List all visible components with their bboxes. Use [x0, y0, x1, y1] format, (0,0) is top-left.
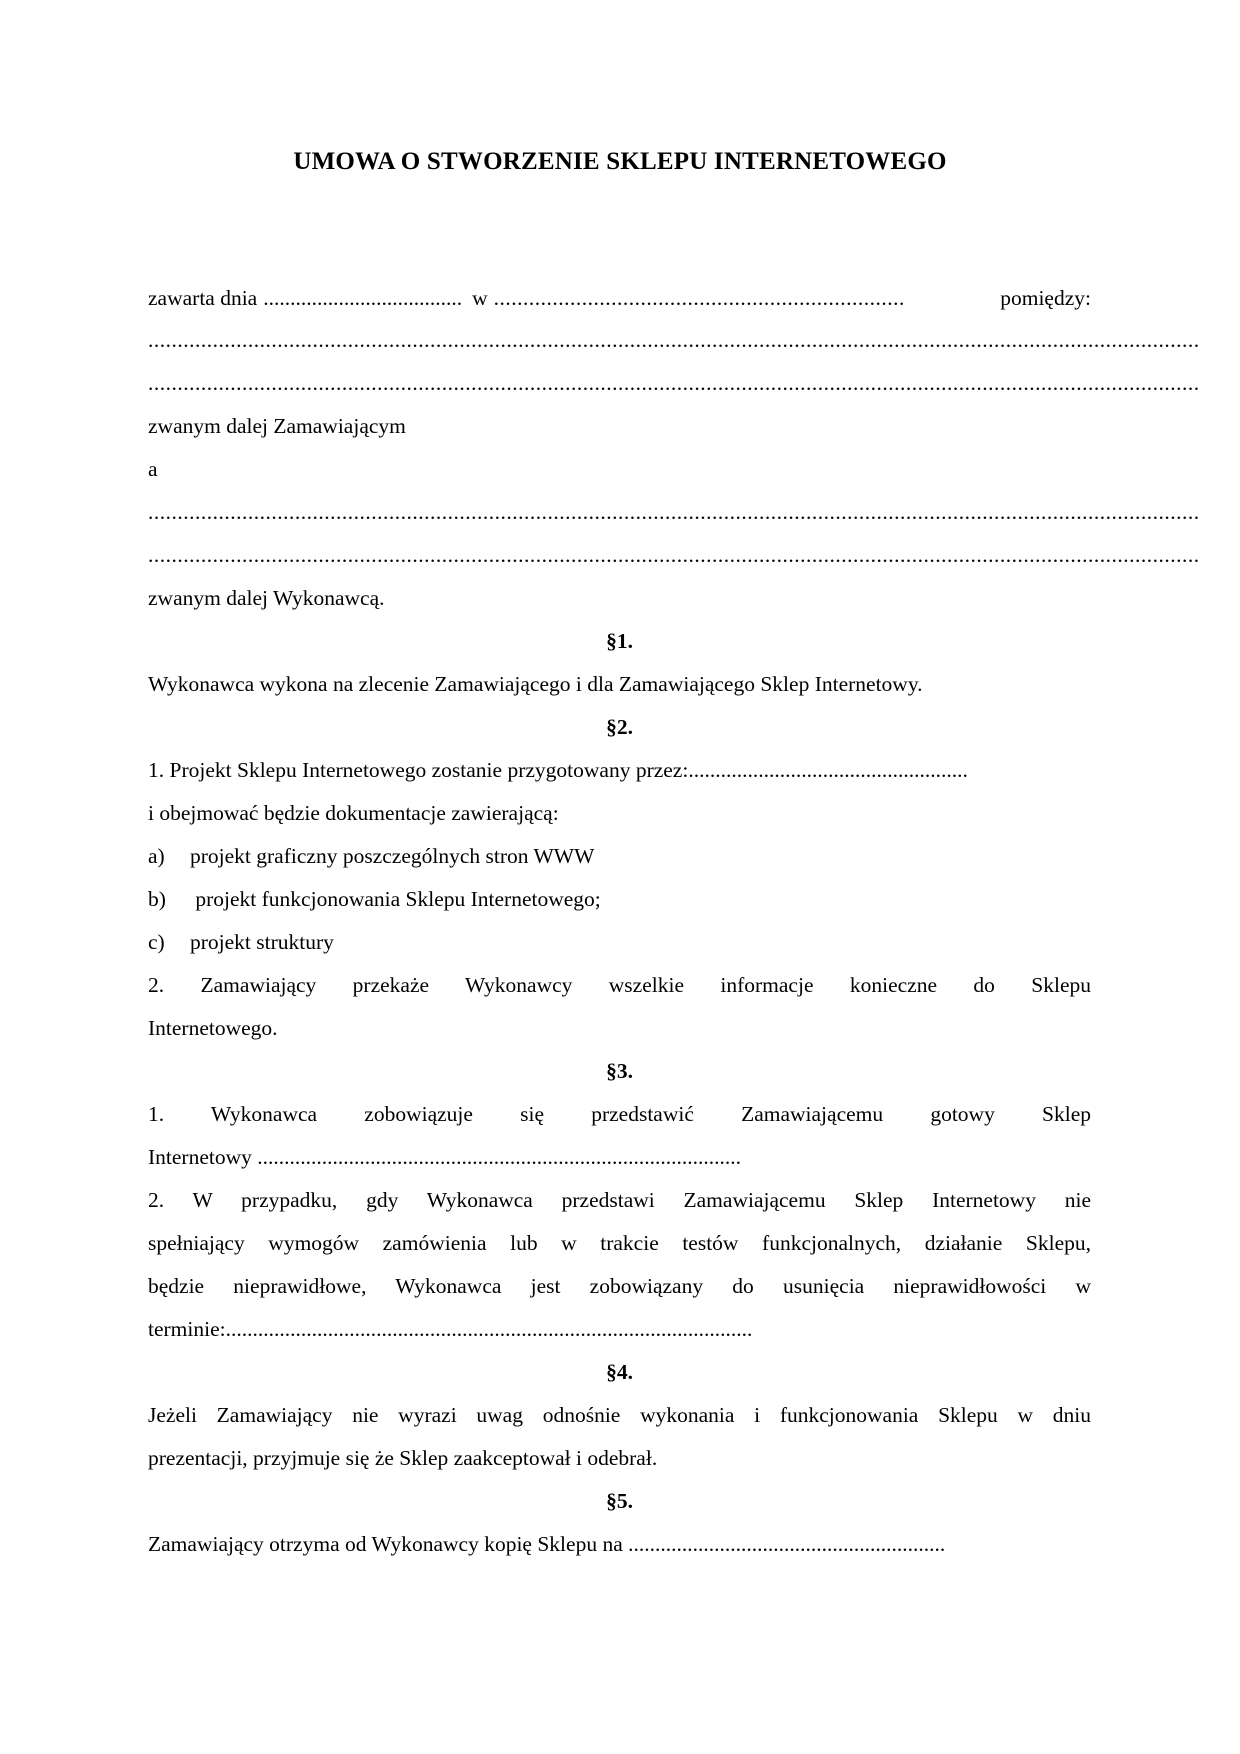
section-2-heading: §2. [606, 715, 633, 739]
section-2-p2-line1: 2. Zamawiający przekaże Wykonawcy wszelkie informacje konieczne do Sklepu [148, 973, 1091, 997]
section-1-text: Wykonawca wykona na zlecenie Zamawiającego i dla Zamawiającego Sklep Internetowy. [148, 672, 923, 696]
conjunction-a: a [148, 457, 158, 481]
section-5-heading: §5. [606, 1489, 633, 1513]
list-item [148, 844, 594, 869]
list-text: projekt struktury [190, 930, 334, 954]
section-3-p2-line1: 2. W przypadku, gdy Wykonawca przedstawi Zamawiającemu Sklep Internetowy nie [148, 1188, 1091, 1212]
section-5-text: Zamawiający otrzyma od Wykonawcy kopię Sklepu na ........................................................... [148, 1532, 946, 1556]
section-3-heading: §3. [606, 1059, 633, 1083]
intro-w: w [472, 286, 488, 310]
list-text: projekt funkcjonowania Sklepu Internetowego; [190, 887, 601, 911]
list-marker: b) [148, 887, 166, 911]
party2-line1: ................................................................................................................................................................................... [148, 500, 1200, 524]
list-marker: c) [148, 930, 165, 954]
zamawiajacy-label: zwanym dalej Zamawiającym [148, 414, 406, 438]
section-3-p2-line3: będzie nieprawidłowe, Wykonawca jest zobowiązany do usunięcia nieprawidłowości w [148, 1274, 1091, 1298]
section-4-line2: prezentacji, przyjmuje się że Sklep zaakceptował i odebrał. [148, 1446, 658, 1470]
section-3-p2-line4: terminie:.................................................................................................. [148, 1317, 753, 1341]
section-1-heading: §1. [606, 629, 633, 653]
intro-zawarta: zawarta dnia [148, 286, 258, 310]
wykonawca-label: zwanym dalej Wykonawcą. [148, 586, 385, 610]
section-3-p1-line2: Internetowy .......................................................................................... [148, 1145, 742, 1169]
section-2-p1b: i obejmować będzie dokumentacje zawierającą: [148, 801, 559, 825]
date-placeholder: ..................................... [263, 286, 463, 310]
list-item [148, 930, 334, 955]
place-placeholder: ...................................................................... [493, 286, 905, 310]
section-4-heading: §4. [606, 1360, 633, 1384]
list-item [148, 887, 601, 912]
list-marker: a) [148, 844, 165, 868]
intro-line [148, 286, 1091, 311]
section-3-p1-line1: 1. Wykonawca zobowiązuje się przedstawić Zamawiającemu gotowy Sklep [148, 1102, 1091, 1126]
section-2-p2-line2: Internetowego. [148, 1016, 278, 1040]
section-2-p1: 1. Projekt Sklepu Internetowego zostanie przygotowany przez:.................................................... [148, 758, 968, 782]
section-4-line1: Jeżeli Zamawiający nie wyrazi uwag odnośnie wykonania i funkcjonowania Sklepu w dniu [148, 1403, 1091, 1427]
list-text: projekt graficzny poszczególnych stron WWW [190, 844, 595, 868]
party1-line2: ................................................................................................................................................................................... [148, 371, 1200, 395]
intro-pomiedzy: pomiędzy: [1000, 286, 1091, 310]
section-3-p2-line2: spełniający wymogów zamówienia lub w trakcie testów funkcjonalnych, działanie Sklepu, [148, 1231, 1091, 1255]
party1-line1: ................................................................................................................................................................................... [148, 328, 1200, 352]
party2-line2: ................................................................................................................................................................................... [148, 543, 1200, 567]
document-title: UMOWA O STWORZENIE SKLEPU INTERNETOWEGO [293, 148, 947, 175]
